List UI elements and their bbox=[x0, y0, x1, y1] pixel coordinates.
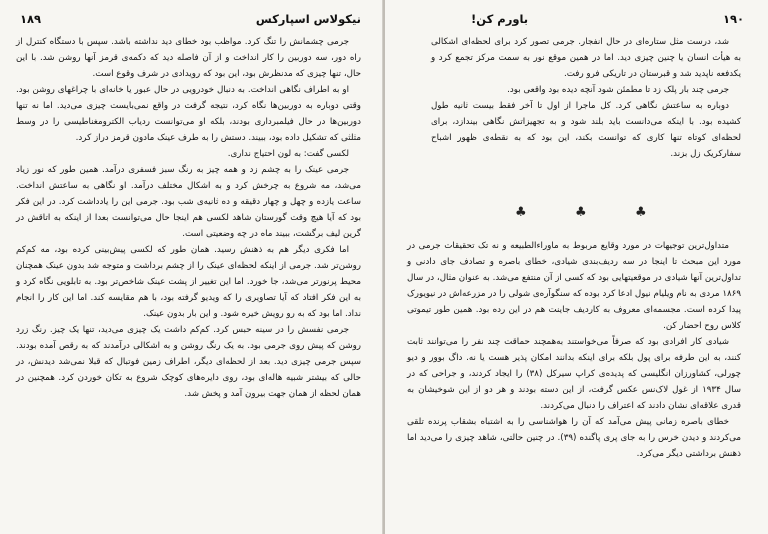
right-paragraph: جرمی چند بار پلک زد تا مطمئن شود آنچه دیده بود واقعی بود. bbox=[507, 85, 729, 95]
left-paragraph: جرمی عینک را به چشم زد و همه چیز به رنگ سبز فسفری درآمد. همین طور که نور زیاد می‌شد، مه شروع به چرخش کرد و به اشکال مختلف درآمد. او نگاهی به ساعتش انداخت. ساعت یازده و چهل و چهار دقیقه و ده ثانیه‌ی شب بود. جرمی این را یادداشت کرد. در این فکر بود که آیا هیچ وقت گورستان شاهد لکسی هم اینجا حال می‌توانست بعدا از اینکه به اتاقش در گرین لیف برگشت، ببیند ماه در چه وضعیتی است. bbox=[16, 165, 361, 239]
club-ornament-icon: ♣ bbox=[515, 205, 527, 220]
right-paragraph: دوباره به ساعتش نگاهی کرد. کل ماجرا از اول تا آخر فقط بیست ثانیه طول کشیده بود. با اینکه می‌دانست باید بلند شود و به تجهیزاتش نگاهی بیندازد، برای لحظه‌ای کوتاه تنها کاری که توانست بکند، این بود که به نقطه‌ی ظهور اشباح سفارکریک زل بزند. bbox=[431, 101, 741, 159]
right-paragraph: متداول‌ترین توجیهات در مورد وقایع مربوط به ماوراءالطبیعه و نه تک تحقیقات جرمی در مورد این مبحث تا اینجا در سه ردیف‌بندی شیادی، خطای باصره و تصادف جای دادنی و تداول‌ترین آنها شیادی در موقعیتهایی بود که کسی از آن منتفع می‌شد. به عنوان مثال، در سال ۱۸۶۹ مردی به نام ویلیام نیول ادعا کرد بوده که سنگوآره‌ی شولی را در مزرعه‌اش در نیویورک پیدا کرده است. مجسمه‌ای معروف به کاردیف جاینت هم در این رده بود. همین طور تیموتی کلاس روح احضار کن. bbox=[407, 241, 741, 331]
right-page bbox=[385, 0, 768, 534]
left-paragraph: جرمی نفسش را در سینه حبس کرد. کم‌کم داشت یک چیزی می‌دید، تنها یک چیز. رنگ زرد روشن که پیش روی جرمی بود. به یک رنگ روشن و به اشکالی درآمدند که به رقص آمده بودند. سپس جرمی چیزی دید. بعد از لحظه‌ای دیگر، اطراف زمین فوتبال که قبلا نمی‌شد دیدنش، در حالی که بیشتر شبیه هاله‌ای بود، روی دایره‌های کوچک شروع به تکان خوردن کرد. همچنین در همان لحظه از همان جهت بیرون آمد و پخش شد. bbox=[16, 325, 361, 399]
right-page-body-top bbox=[431, 34, 741, 162]
left-paragraph: لکسی گفت: به لون احتیاج نداری. bbox=[227, 149, 349, 159]
left-paragraph: او به اطراف نگاهی انداخت. به دنبال خودرویی در حال عبور یا خانه‌ای با چراغهای روشن بود. وقتی دوباره به دوربین‌ها نگاه کرد، نتیجه گرفت در واقع نمی‌بایست چیزی می‌دید. اما نه تنها دوربین‌ها در حال فیلمبرداری بودند، بلکه او می‌توانست ردیاب الکترومغناطیسی را در وسط مثلثی که تشکیل داده بود، ببیند. دستش را به طرف عینک مادون قرمز دراز کرد. bbox=[16, 85, 361, 143]
right-paragraph: شیادی کار افرادی بود که صرفاً می‌خواستند به‌همچند حماقت چند نفر را می‌توانند ثابت کنند، به این طرفه برای پول بلکه برای اینکه بدانند امکان پذیر هست یا نه. داگ بوور و دیو چورلی، کشاورزان انگلیسی که پدیده‌ی کراپ سیرکل (۳۸) را ایجاد کردند، و جراحی که در سال ۱۹۳۴ از غول لاک‌نس عکس گرفت، از این دسته بودند و هر دو از این شوخیشان به قدری علاقه‌ای نشان دادند که اعتراف را دنبال می‌کردند. bbox=[407, 337, 742, 411]
right-page-number: ۱۹۰ bbox=[722, 12, 744, 26]
section-break-ornaments bbox=[385, 205, 768, 225]
club-ornament-icon: ♣ bbox=[575, 205, 587, 220]
left-paragraph: جرمی چشمانش را تنگ کرد. مواظب بود خطای دید نداشته باشد. سپس با دستگاه کنترل از راه دور، سه دوربین را کار انداخت و از آن فاصله دید که دکمه‌ی قرمز آنها روشن شد. با این حال، تنها چیزی که مدنظرش بود، این بود که رویدادی در شرف وقوع است. bbox=[16, 37, 361, 79]
right-paragraph: خطای باصره زمانی پیش می‌آمد که آن را هواشناسی را به اشتباه بشقاب پرنده تلقی می‌کردند و دیدن خرس را به جای پری پاگنده (۳۹). در چنین حالتی، شاهد چیزی را می‌دید اما ذهنش برداشتی دیگر می‌کرد. bbox=[407, 417, 741, 459]
right-page-body-bottom bbox=[407, 238, 741, 462]
club-ornament-icon: ♣ bbox=[635, 205, 647, 220]
left-running-head: نیکولاس اسپارکس bbox=[255, 12, 361, 26]
left-page-body bbox=[16, 34, 361, 402]
left-paragraph: اما فکری دیگر هم به ذهنش رسید. همان طور که لکسی پیش‌بینی کرده بود، مه کم‌کم روشن‌تر شد. جرمی از اینکه لحظه‌ای عینک را از چشم برداشت و متوجه شد بدون عینک همچنان محیط پرنورتر می‌شد، جا خورد. اما این تغییر از پشت عینک شاخص‌تر بود. به تابلویی نگاه کرد و به این فکر افتاد که آیا تصاویری را که ویدیو گرفته بود، با هم مقایسه کند. اما این کار را انجام نداد. اما بود که به رو رویش خیره شود. و این بار بدون عینک. bbox=[16, 245, 361, 319]
right-running-head: باورم کن! bbox=[471, 12, 529, 26]
left-page-number: ۱۸۹ bbox=[20, 12, 42, 26]
left-page bbox=[0, 0, 383, 534]
right-paragraph: شد، درست مثل ستاره‌ای در حال انفجار. جرمی تصور کرد برای لحظه‌ای اشکالی به هیأت انسان یا چنین چیزی دید. اما در همین موقع نور به سمت مرکز تجمع کرد و یکدفعه ناپدید شد و قبرستان در تاریکی فرو رفت. bbox=[431, 37, 741, 79]
